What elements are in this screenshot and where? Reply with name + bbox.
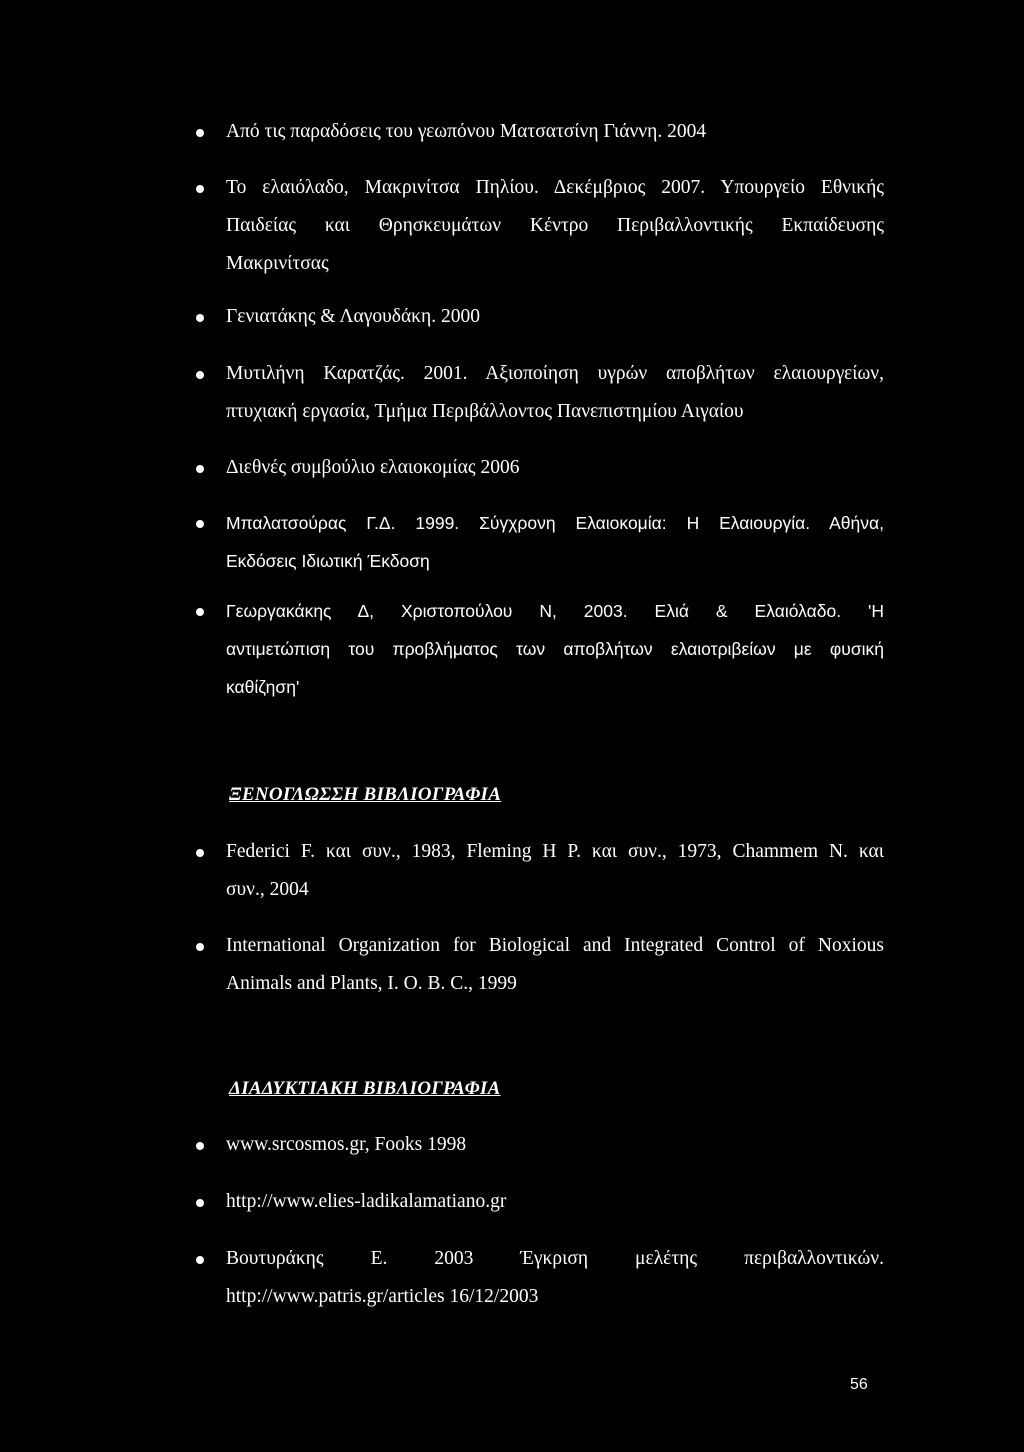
bullet-icon — [196, 129, 204, 137]
bullet-icon — [196, 1199, 204, 1207]
bullet-icon — [196, 314, 204, 322]
reference-text: Federici F. και συν., 1983, Fleming H P. και συν., 1973, Chammem N. και — [226, 841, 884, 862]
reference-text: αντιμετώπιση του προβλήματος των αποβλήτων ελαιοτριβείων με φυσική — [226, 639, 884, 659]
reference-text: συν., 2004 — [226, 879, 309, 900]
reference-text: http://www.patris.gr/articles 16/12/2003 — [226, 1286, 539, 1307]
page-number: 56 — [850, 1376, 868, 1393]
section-heading-web: ΔΙΑΔΥΚΤΙΑΚΗ ΒΙΒΛΙΟΓΡΑΦΙΑ — [229, 1078, 501, 1099]
bullet-icon — [196, 849, 204, 857]
reference-text: Animals and Plants, I. O. B. C., 1999 — [226, 973, 517, 994]
bullet-icon — [196, 1256, 204, 1264]
reference-text: Το ελαιόλαδο, Μακρινίτσα Πηλίου. Δεκέμβριος 2007. Υπουργείο Εθνικής — [226, 177, 884, 198]
reference-text: www.srcosmos.gr, Fooks 1998 — [226, 1134, 467, 1155]
reference-text: Γενιατάκης & Λαγουδάκη. 2000 — [226, 306, 480, 327]
bullet-icon — [196, 943, 204, 951]
bullet-icon — [196, 371, 204, 379]
reference-text: πτυχιακή εργασία, Τμήμα Περιβάλλοντος Πανεπιστημίου Αιγαίου — [226, 401, 744, 422]
reference-text: International Organization for Biological and Integrated Control of Noxious — [226, 935, 884, 956]
bullet-icon — [196, 185, 204, 193]
bullet-icon — [196, 1142, 204, 1150]
reference-text: Γεωργακάκης Δ, Χριστοπούλου Ν, 2003. Ελιά & Ελαιόλαδο. 'Η — [226, 601, 884, 621]
reference-text: Εκδόσεις Ιδιωτική Έκδοση — [226, 551, 430, 571]
reference-text: Βουτυράκης Ε. 2003 Έγκριση μελέτης περιβαλλοντικών. — [226, 1248, 884, 1269]
reference-text: http://www.elies-ladikalamatiano.gr — [226, 1191, 507, 1212]
reference-text: Διεθνές συμβούλιο ελαιοκομίας 2006 — [226, 457, 520, 478]
reference-text: Μπαλατσούρας Γ.Δ. 1999. Σύγχρονη Ελαιοκομία: Η Ελαιουργία. Αθήνα, — [226, 513, 884, 533]
reference-text: Από τις παραδόσεις του γεωπόνου Ματσατσίνη Γιάννη. 2004 — [226, 121, 707, 142]
reference-text: καθίζηση' — [226, 677, 300, 697]
reference-text: Μακρινίτσας — [226, 253, 329, 274]
section-heading-foreign: ΞΕΝΟΓΛΩΣΣΗ ΒΙΒΛΙΟΓΡΑΦΙΑ — [229, 784, 502, 805]
bullet-icon — [196, 608, 204, 616]
reference-text: Παιδείας και Θρησκευμάτων Κέντρο Περιβαλλοντικής Εκπαίδευσης — [226, 215, 884, 236]
reference-text: Μυτιλήνη Καρατζάς. 2001. Αξιοποίηση υγρών αποβλήτων ελαιουργείων, — [226, 363, 884, 384]
bullet-icon — [196, 520, 204, 528]
bullet-icon — [196, 465, 204, 473]
